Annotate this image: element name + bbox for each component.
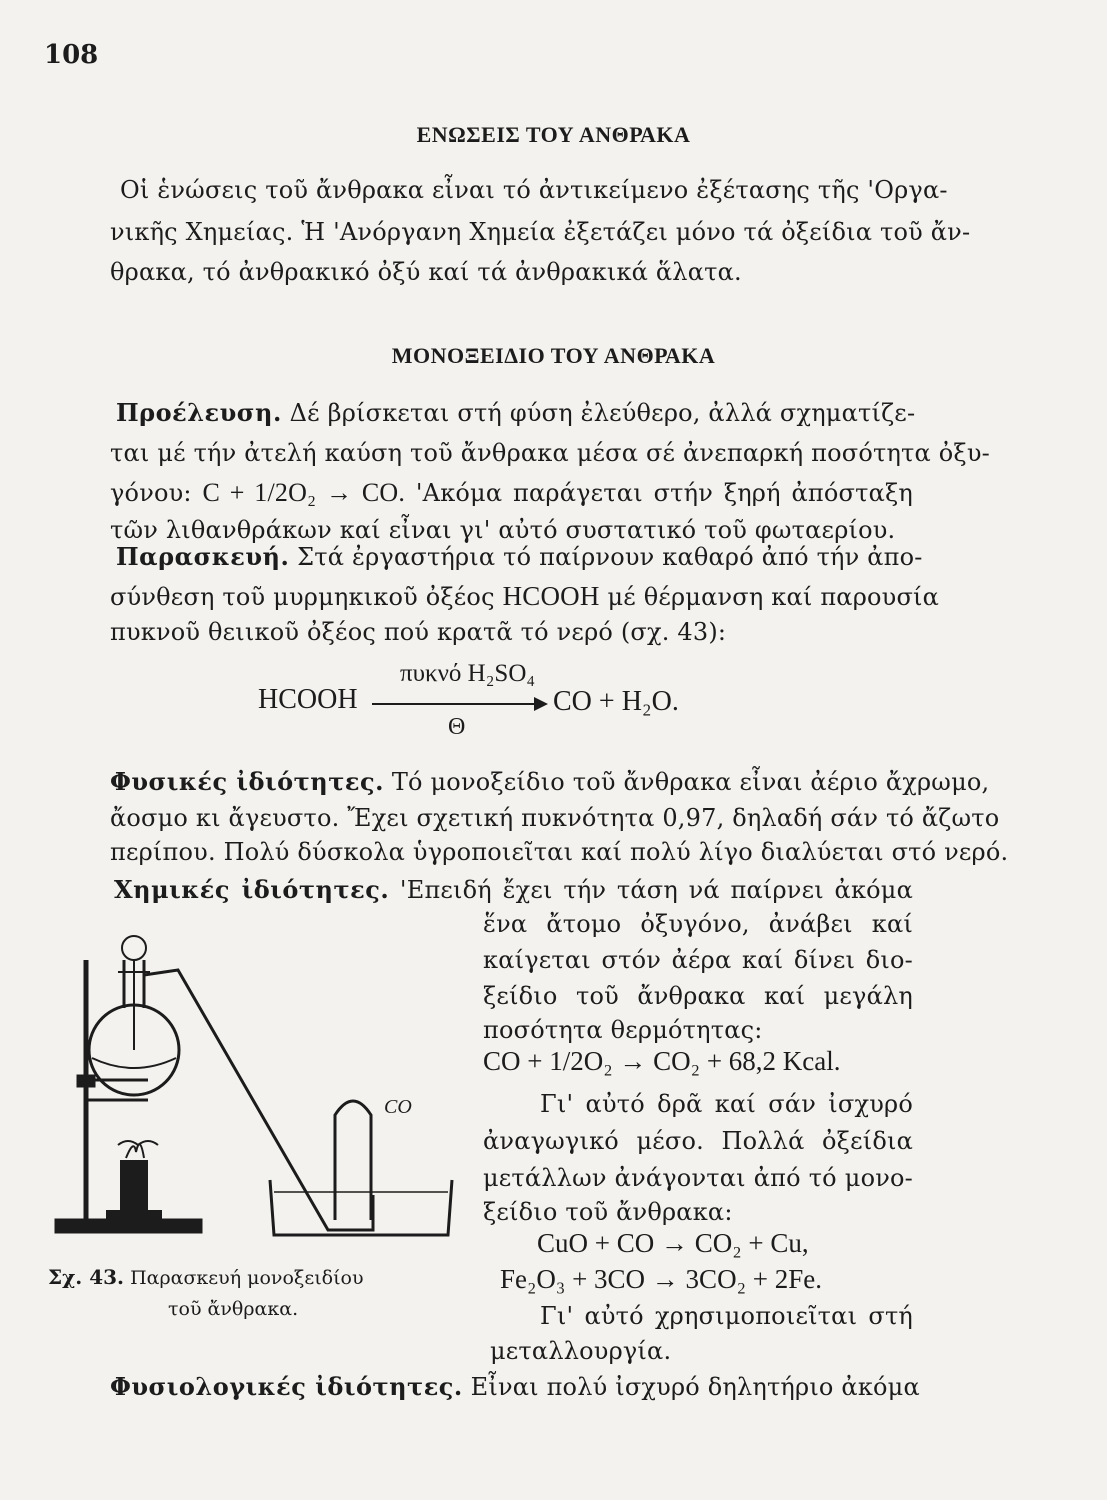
chemical-line-9: ξείδιο τοῦ ἄνθρακα:: [483, 1198, 733, 1226]
physical-label: Φυσικές ἰδιότητες.: [110, 767, 384, 796]
trough-icon: [270, 1180, 452, 1235]
chemical-line-11: μεταλλουργία.: [490, 1337, 672, 1365]
figure-caption-line-2: τοῦ ἄνθρακα.: [168, 1298, 299, 1320]
chemical-line-4: ξείδιο τοῦ ἄνθρακα καί μεγάλη: [483, 982, 913, 1010]
page-number: 108: [44, 40, 99, 70]
gas-label-co: CO: [384, 1096, 412, 1118]
prep-line-2: [110, 581, 940, 612]
chemical-line-10: Γι' αὐτό χρησιμοποιεῖται στή: [540, 1302, 913, 1330]
reaction1-arrowhead: [534, 697, 548, 711]
intro-line-1: Οἱ ἑνώσεις τοῦ ἄνθρακα εἶναι τό ἀντικείμενο ἐξέτασης τῆς 'Οργα-: [120, 176, 948, 204]
chemical-line-5: ποσότητα θερμότητας:: [483, 1016, 763, 1044]
collecting-cylinder-icon: [335, 1101, 371, 1220]
apparatus-illustration: [48, 930, 488, 1250]
heading-carbon-monoxide: ΜΟΝΟΞΕΙΔΙΟ ΤΟΥ ΑΝΘΡΑΚΑ: [391, 343, 716, 368]
intro-line-2: νικῆς Χημείας. Ἡ 'Ανόργανη Χημεία ἐξετάζει μόνο τά ὀξείδια τοῦ ἄν-: [110, 218, 971, 246]
origin-text-3a: γόνου:: [110, 479, 192, 507]
figure-number: Σχ. 43.: [48, 1265, 125, 1289]
prep-text-1: Στά ἐργαστήρια τό παίρνουν καθαρό ἀπό τήν ἀπο-: [297, 543, 923, 571]
chemical-line-6: Γι' αὐτό δρᾶ καί σάν ἰσχυρό: [540, 1090, 913, 1118]
chemical-label: Χημικές ἰδιότητες.: [114, 875, 390, 904]
reduction-equation-fe2o3: Fe₂O₃ + 3CO → 3CO₂ + 2Fe.: [500, 1264, 822, 1294]
figure-caption-line-1: [48, 1265, 364, 1289]
physiological-line-1: [110, 1372, 920, 1401]
prep-line-1: [116, 542, 923, 571]
chemical-line-8: μετάλλων ἀνάγονται ἀπό τό μονο-: [483, 1164, 913, 1192]
chemical-text-1: 'Επειδή ἔχει τήν τάση νά παίρνει ἀκόμα: [399, 876, 913, 904]
intro-line-3: θρακα, τό ἀνθρακικό ὀξύ καί τά ἀνθρακικά ἅλατα.: [110, 258, 742, 286]
origin-line-4: τῶν λιθανθράκων καί εἶναι γι' αὐτό συστατικό τοῦ φωταερίου.: [110, 516, 896, 544]
delivery-tube-icon: [144, 970, 373, 1230]
reduction-equation-cuo: CuO + CO → CO₂ + Cu,: [537, 1228, 809, 1258]
figure-caption-text-1: Παρασκευή μονοξειδίου: [130, 1267, 364, 1289]
origin-label: Προέλευση.: [116, 398, 282, 427]
combustion-equation: CO + 1/2O₂ → CO₂ + 68,2 Kcal.: [483, 1046, 841, 1076]
burner-icon: [106, 1160, 162, 1220]
origin-equation: C + 1/2O₂ → CO.: [202, 478, 406, 507]
physical-line-3: περίπου. Πολύ δύσκολα ὑγροποιεῖται καί πολύ λίγο διαλύεται στό νερό.: [110, 838, 1009, 866]
chemical-line-3: καίγεται στόν ἀέρα καί δίνει διο-: [483, 946, 913, 974]
prep-text-2b: μέ θέρμανση καί παρουσία: [607, 583, 940, 611]
heading-carbon-compounds: ΕΝΩΣΕΙΣ ΤΟΥ ΑΝΘΡΑΚΑ: [416, 122, 691, 147]
chemical-line-2: ἕνα ἄτομο ὀξυγόνο, ἀνάβει καί: [483, 910, 913, 938]
chemical-line-7: ἀναγωγικό μέσο. Πολλά ὀξείδια: [483, 1127, 913, 1155]
reaction1-right: CO + H₂O.: [553, 686, 679, 717]
physical-text-1: Τό μονοξείδιο τοῦ ἄνθρακα εἶναι ἀέριο ἄχρωμο,: [391, 768, 990, 796]
physical-line-2: ἄοσμο κι ἄγευστο. Ἔχει σχετική πυκνότητα 0,97, δηλαδή σάν τό ἄζωτο: [110, 804, 1000, 832]
prep-formula: HCOOH: [502, 581, 600, 611]
origin-line-1: [116, 398, 916, 427]
reaction1-below: Θ: [448, 714, 466, 740]
prep-label: Παρασκευή.: [116, 542, 290, 571]
origin-line-3: [110, 478, 913, 508]
chemical-line-1: [114, 875, 913, 904]
flame-icon: [118, 1141, 158, 1158]
physiological-text-1: Εἶναι πολύ ἰσχυρό δηλητήριο ἀκόμα: [470, 1373, 920, 1401]
reaction1-left: HCOOH: [258, 684, 358, 715]
prep-text-2a: σύνθεση τοῦ μυρμηκικοῦ ὀξέος: [110, 583, 495, 611]
physiological-label: Φυσιολογικές ἰδιότητες.: [110, 1372, 463, 1401]
reaction1-above: πυκνό H₂SO₄: [400, 660, 536, 687]
origin-text-1: Δέ βρίσκεται στή φύση ἐλεύθερο, ἀλλά σχηματίζε-: [289, 399, 916, 427]
reaction1-arrow: [372, 703, 542, 705]
origin-line-2: ται μέ τήν ἀτελή καύση τοῦ ἄνθρακα μέσα σέ ἀνεπαρκή ποσότητα ὀξυ-: [110, 439, 990, 467]
physical-line-1: [110, 767, 990, 796]
prep-line-3: πυκνοῦ θειικοῦ ὀξέος πού κρατᾶ τό νερό (σχ. 43):: [110, 618, 727, 646]
origin-text-3b: 'Ακόμα παράγεται στήν ξηρή ἀπόσταξη: [415, 479, 913, 507]
